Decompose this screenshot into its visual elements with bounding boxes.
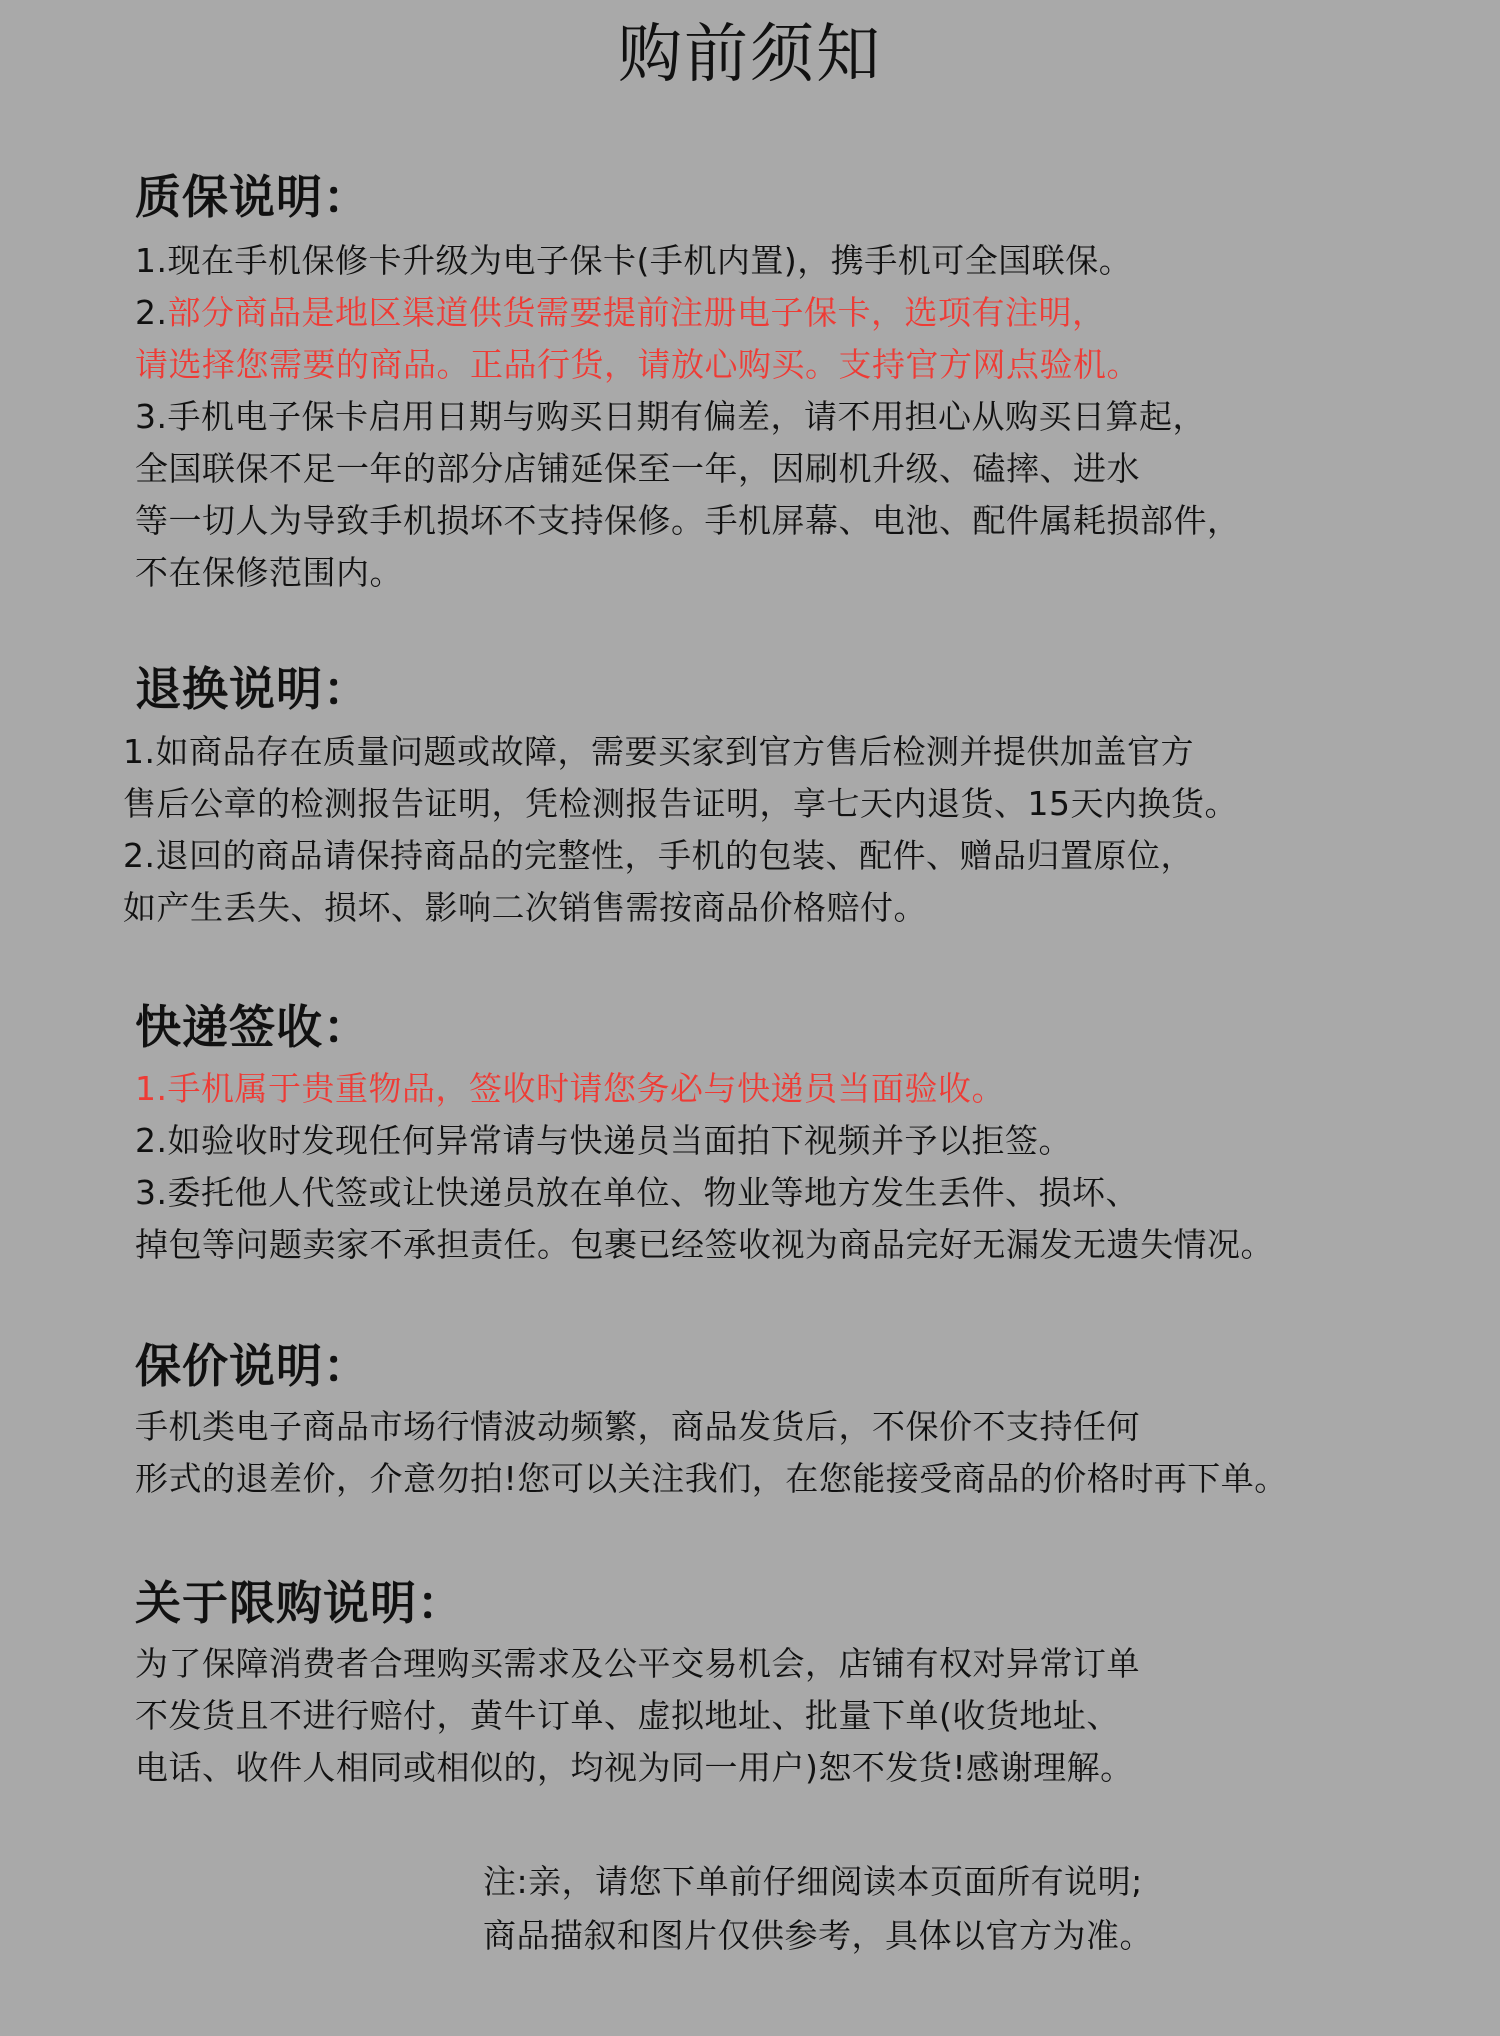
delivery-line-4: 掉包等问题卖家不承担责任。包裹已经签收视为商品完好无漏发无遗失情况。 — [135, 1225, 1274, 1264]
page-title: 购前须知 — [618, 18, 882, 92]
section-heading-purchase-limit: 关于限购说明： — [135, 1576, 464, 1630]
warranty-line-7: 不在保修范围内。 — [135, 553, 403, 592]
warranty-line-3: 请选择您需要的商品。正品行货，请放心购买。支持官方网点验机。 — [135, 345, 1140, 384]
returns-line-1: 1.如商品存在质量问题或故障，需要买家到官方售后检测并提供加盖官方 — [123, 732, 1194, 771]
warranty-line-5: 全国联保不足一年的部分店铺延保至一年，因刷机升级、磕摔、进水 — [135, 449, 1140, 488]
price-protection-line-1: 手机类电子商品市场行情波动频繁，商品发货后，不保价不支持任何 — [135, 1407, 1140, 1446]
section-heading-returns: 退换说明： — [135, 662, 370, 716]
section-heading-price-protection: 保价说明： — [135, 1339, 370, 1393]
price-protection-line-2: 形式的退差价，介意勿拍!您可以关注我们，在您能接受商品的价格时再下单。 — [135, 1459, 1288, 1498]
section-heading-delivery: 快递签收： — [135, 1000, 370, 1054]
warranty-line-2-highlight: 部分商品是地区渠道供货需要提前注册电子保卡，选项有注明， — [167, 293, 1106, 332]
delivery-line-2: 2.如验收时发现任何异常请与快递员当面拍下视频并予以拒签。 — [135, 1121, 1072, 1160]
returns-line-3: 2.退回的商品请保持商品的完整性，手机的包装、配件、赠品归置原位， — [123, 836, 1194, 875]
delivery-line-1: 1.手机属于贵重物品，签收时请您务必与快递员当面验收。 — [135, 1069, 1005, 1108]
warranty-line-1: 1.现在手机保修卡升级为电子保卡(手机内置)，携手机可全国联保。 — [135, 241, 1133, 280]
warranty-line-4: 3.手机电子保卡启用日期与购买日期有偏差，请不用担心从购买日算起， — [135, 397, 1206, 436]
purchase-limit-line-3: 电话、收件人相同或相似的，均视为同一用户)恕不发货!感谢理解。 — [135, 1748, 1134, 1787]
note-line-1: 注:亲，请您下单前仔细阅读本页面所有说明; — [483, 1862, 1143, 1901]
purchase-limit-line-2: 不发货且不进行赔付，黄牛订单、虚拟地址、批量下单(收货地址、 — [135, 1696, 1120, 1735]
returns-line-4: 如产生丢失、损坏、影响二次销售需按商品价格赔付。 — [123, 888, 927, 927]
note-line-2: 商品描叙和图片仅供参考，具体以官方为准。 — [483, 1916, 1153, 1955]
delivery-line-3: 3.委托他人代签或让快递员放在单位、物业等地方发生丢件、损坏、 — [135, 1173, 1139, 1212]
section-heading-warranty: 质保说明： — [135, 170, 370, 224]
warranty-line-6: 等一切人为导致手机损坏不支持保修。手机屏幕、电池、配件属耗损部件， — [135, 501, 1241, 540]
purchase-limit-line-1: 为了保障消费者合理购买需求及公平交易机会，店铺有权对异常订单 — [135, 1644, 1140, 1683]
returns-line-2: 售后公章的检测报告证明，凭检测报告证明，享七天内退货、15天内换货。 — [123, 784, 1238, 823]
warranty-line-2 — [135, 289, 1106, 337]
warranty-line-2-prefix: 2. — [135, 293, 168, 332]
